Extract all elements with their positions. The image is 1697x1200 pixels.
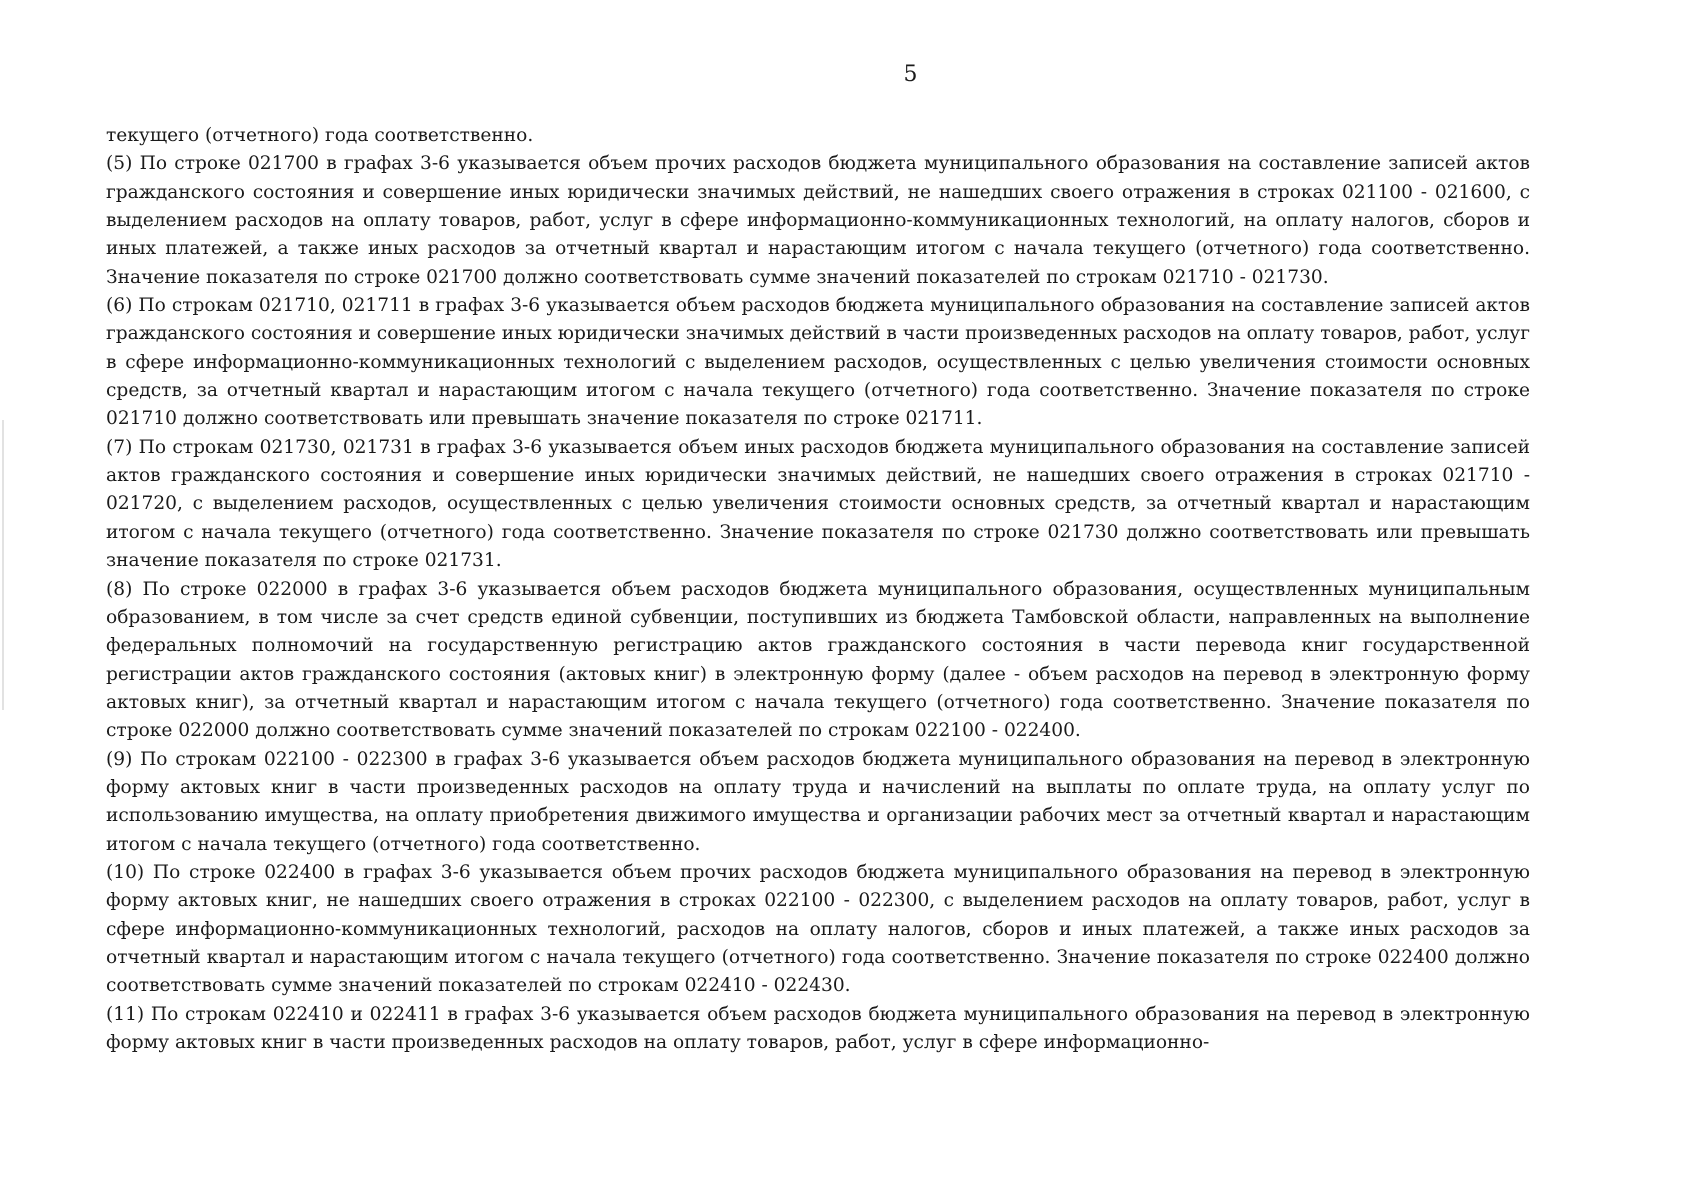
scan-edge-mark: [2, 420, 4, 710]
paragraph-9: (9) По строкам 022100 - 022300 в графах 3-6 указывается объем расходов бюджета муниципального образования на перевод в электронную форму актовых книг в части произведенных расходов на оплату труда и начислений на выплаты по оплате труда, на оплату услуг по использованию имущества, на оплату приобретения движимого имущества и организации рабочих мест за отчетный квартал и нарастающим итогом с начала текущего (отчетного) года соответственно.: [106, 748, 1530, 855]
paragraph-6: (6) По строкам 021710, 021711 в графах 3-6 указывается объем расходов бюджета муниципального образования на составление записей актов гражданского состояния и совершение иных юридически значимых действий в части произведенных расходов на оплату товаров, работ, услуг в сфере информационно-коммуникационных технологий с выделением расходов, осуществленных с целью увеличения стоимости основных средств, за отчетный квартал и нарастающим итогом с начала текущего (отчетного) года соответственно. Значение показателя по строке 021710 должно соответствовать или превышать значение показателя по строке 021711.: [106, 295, 1530, 430]
paragraph-10: (10) По строке 022400 в графах 3-6 указывается объем прочих расходов бюджета муниципального образования на перевод в электронную форму актовых книг, не нашедших своего отражения в строках 022100 - 022300, с выделением расходов на оплату товаров, работ, услуг в сфере информационно-коммуникационных технологий, расходов на оплату налогов, сборов и иных платежей, а также иных расходов за отчетный квартал и нарастающим итогом с начала текущего (отчетного) года соответственно. Значение показателя по строке 022400 должно соответствовать сумме значений показателей по строкам 022410 - 022430.: [106, 861, 1530, 997]
page-number: 5: [903, 62, 918, 87]
paragraph-8: (8) По строке 022000 в графах 3-6 указывается объем расходов бюджета муниципального образования, осуществленных муниципальным образованием, в том числе за счет средств единой субвенции, поступивших из бюджета Тамбовской области, направленных на выполнение федеральных полномочий на государственную регистрацию актов гражданского состояния в части перевода книг государственной регистрации актов гражданского состояния (актовых книг) в электронную форму (далее - объем расходов на перевод в электронную форму актовых книг), за отчетный квартал и нарастающим итогом с начала текущего (отчетного) года соответственно. Значение показателя по строке 022000 должно соответствовать сумме значений показателей по строкам 022100 - 022400.: [106, 578, 1530, 742]
paragraph-11: (11) По строкам 022410 и 022411 в графах 3-6 указывается объем расходов бюджета муниципального образования на перевод в электронную форму актовых книг в части произведенных расходов на оплату товаров, работ, услуг в сфере информационно-: [106, 1003, 1530, 1053]
paragraph-continuation: текущего (отчетного) года соответственно.: [106, 125, 534, 146]
paragraph-7: (7) По строкам 021730, 021731 в графах 3-6 указывается объем иных расходов бюджета муниципального образования на составление записей актов гражданского состояния и совершение иных юридически значимых действий, не нашедших своего отражения в строках 021710 - 021720, с выделением расходов, осуществленных с целью увеличения стоимости основных средств, за отчетный квартал и нарастающим итогом с начала текущего (отчетного) года соответственно. Значение показателя по строке 021730 должно соответствовать или превышать значение показателя по строке 021731.: [106, 436, 1530, 572]
paragraph-5: (5) По строке 021700 в графах 3-6 указывается объем прочих расходов бюджета муниципального образования на составление записей актов гражданского состояния и совершение иных юридически значимых действий, не нашедших своего отражения в строках 021100 - 021600, с выделением расходов на оплату товаров, работ, услуг в сфере информационно-коммуникационных технологий, на оплату налогов, сборов и иных платежей, а также иных расходов за отчетный квартал и нарастающим итогом с начала текущего (отчетного) года соответственно. Значение показателя по строке 021700 должно соответствовать сумме значений показателей по строкам 021710 - 021730.: [106, 153, 1530, 288]
document-body: [106, 122, 1530, 1057]
